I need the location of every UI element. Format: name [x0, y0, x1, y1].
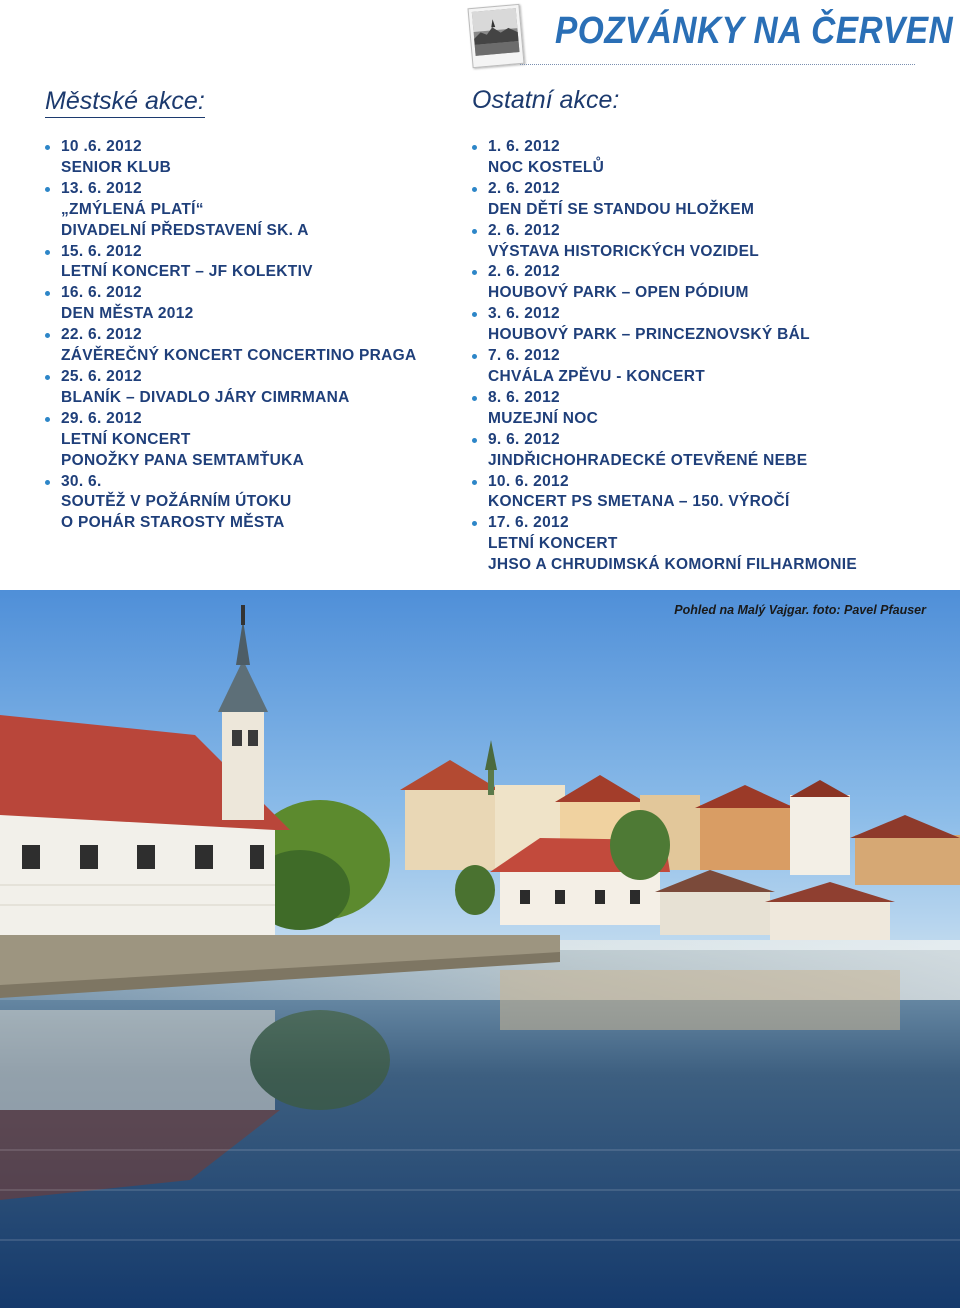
event-title: KONCERT PS SMETANA – 150. VÝROČÍ	[488, 493, 790, 511]
event-title: HOUBOVÝ PARK – PRINCEZNOVSKÝ BÁL	[488, 326, 810, 344]
event-date: 2. 6. 2012	[488, 221, 560, 239]
photo-caption: Pohled na Malý Vajgar. foto: Pavel Pfauser	[674, 603, 926, 617]
event-item	[472, 513, 942, 576]
event-title: VÝSTAVA HISTORICKÝCH VOZIDEL	[488, 242, 760, 260]
event-title: CHVÁLA ZPĚVU - KONCERT	[488, 367, 706, 385]
city-events-heading: Městské akce:	[45, 87, 205, 118]
other-events-heading: Ostatní akce:	[472, 86, 620, 114]
event-item	[472, 472, 942, 514]
event-item	[472, 179, 942, 221]
event-title: LETNÍ KONCERT – JF KOLEKTIV	[61, 263, 313, 281]
event-title: DIVADELNÍ PŘEDSTAVENÍ SK. A	[61, 221, 309, 239]
event-date: 17. 6. 2012	[488, 514, 569, 532]
event-date: 2. 6. 2012	[488, 263, 560, 281]
event-title: LETNÍ KONCERT	[488, 535, 618, 553]
event-item	[45, 472, 465, 535]
event-date: 29. 6. 2012	[61, 409, 142, 427]
event-date: 7. 6. 2012	[488, 347, 560, 365]
event-title: DEN DĚTÍ SE STANDOU HLOŽKEM	[488, 200, 755, 218]
event-date: 15. 6. 2012	[61, 242, 142, 260]
event-date: 8. 6. 2012	[488, 388, 560, 406]
event-title: DEN MĚSTA 2012	[61, 305, 194, 323]
event-date: 9. 6. 2012	[488, 430, 560, 448]
thumbnail-photo	[467, 4, 524, 68]
city-events-list	[45, 137, 465, 534]
event-item	[45, 325, 465, 367]
event-title: JHSO A CHRUDIMSKÁ KOMORNÍ FILHARMONIE	[488, 556, 858, 574]
event-date: 25. 6. 2012	[61, 367, 142, 385]
other-events-list	[472, 137, 942, 576]
event-item	[45, 242, 465, 284]
event-date: 10 .6. 2012	[61, 138, 142, 155]
event-title: HOUBOVÝ PARK – OPEN PÓDIUM	[488, 284, 749, 302]
event-item	[472, 346, 942, 388]
event-title: PONOŽKY PANA SEMTAMŤUKA	[61, 451, 305, 469]
event-date: 22. 6. 2012	[61, 326, 142, 344]
event-title: O POHÁR STAROSTY MĚSTA	[61, 514, 285, 532]
event-title: SOUTĚŽ V POŽÁRNÍM ÚTOKU	[61, 493, 292, 511]
event-item	[45, 283, 465, 325]
event-item	[472, 430, 942, 472]
event-title: MUZEJNÍ NOC	[488, 409, 599, 427]
event-item	[45, 137, 465, 179]
event-item	[472, 137, 942, 179]
event-date: 1. 6. 2012	[488, 138, 560, 155]
event-title: SENIOR KLUB	[61, 158, 172, 176]
event-title: LETNÍ KONCERT	[61, 430, 191, 448]
event-date: 3. 6. 2012	[488, 305, 560, 323]
title-divider	[520, 64, 915, 65]
event-item	[45, 409, 465, 472]
town-photo	[0, 590, 960, 1308]
event-item	[45, 367, 465, 409]
page-title: POZVÁNKY NA ČERVEN	[555, 10, 954, 52]
event-title: „ZMÝLENÁ PLATÍ“	[61, 200, 204, 218]
event-title: NOC KOSTELŮ	[488, 158, 605, 176]
event-date: 2. 6. 2012	[488, 179, 560, 197]
event-item	[472, 304, 942, 346]
event-item	[472, 388, 942, 430]
event-date: 13. 6. 2012	[61, 179, 142, 197]
event-title: BLANÍK – DIVADLO JÁRY CIMRMANA	[61, 388, 350, 406]
event-item	[472, 221, 942, 263]
event-date: 30. 6.	[61, 472, 102, 490]
event-item	[45, 179, 465, 242]
event-title: ZÁVĚREČNÝ KONCERT CONCERTINO PRAGA	[61, 347, 417, 365]
event-title: JINDŘICHOHRADECKÉ OTEVŘENÉ NEBE	[488, 451, 808, 469]
event-item	[472, 262, 942, 304]
event-date: 10. 6. 2012	[488, 472, 569, 490]
event-date: 16. 6. 2012	[61, 284, 142, 302]
